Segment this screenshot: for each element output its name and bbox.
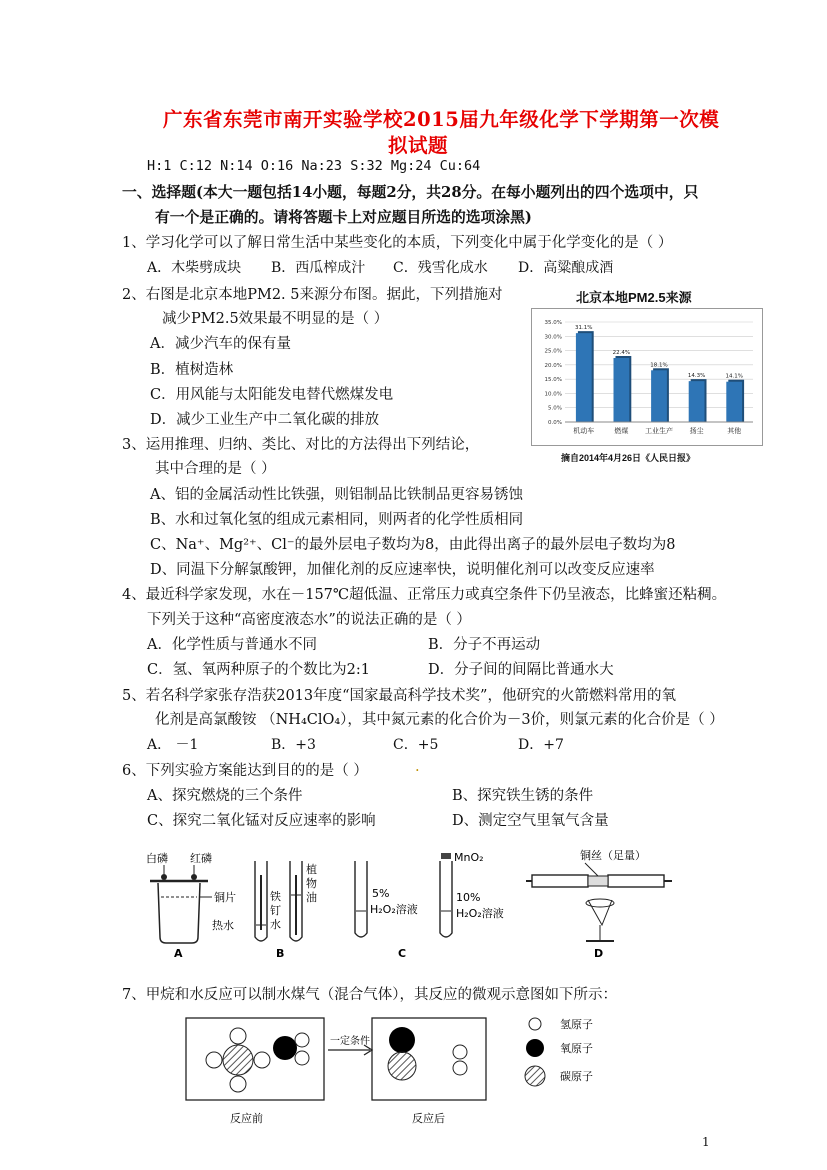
section-heading-line2: 有一个是正确的。请将答题卡上对应题目所选的选项涂黑): [155, 209, 532, 226]
y-tick-label: 30.0%: [544, 334, 562, 341]
label-red-phosphorus: 红磷: [190, 852, 212, 865]
y-tick-label: 20.0%: [544, 362, 562, 369]
q4-option-c: C．氢、氧两种原子的个数比为2:1: [147, 662, 370, 678]
pm-chart-title: 北京本地PM2.5来源: [576, 290, 692, 305]
label-hot-water: 热水: [212, 919, 234, 932]
q7-reaction-diagram: [180, 1010, 640, 1125]
q7-stem: 7、甲烷和水反应可以制水煤气（混合气体），其反应的微观示意图如下所示：: [122, 987, 617, 1003]
bar-value-label: 22.4%: [612, 350, 631, 356]
q5-stem-line2: 化剂是高氯酸铵 （NH₄ClO₄），其中氮元素的化合价为－3价，则氯元素的化合价是（ ）: [155, 712, 724, 728]
arrow-label: 一定条件: [330, 1036, 370, 1047]
q2-option-b: B．植树造林: [150, 362, 234, 378]
q6-option-b: B、探究铁生锈的条件: [452, 788, 594, 804]
x-tick-label: 机动车: [573, 427, 595, 435]
bar-value-label: 31.1%: [575, 325, 593, 332]
caption-a: A: [174, 947, 183, 960]
q3-option-b: B、水和过氧化氢的组成元素相同，则两者的化学性质相同: [150, 512, 524, 528]
label-10pct: 10%: [456, 891, 481, 904]
label-mno2: MnO₂: [454, 851, 484, 864]
legend-carbon: 碳原子: [560, 1070, 593, 1083]
apparatus-b: [255, 861, 317, 960]
label-copper-sheet: 铜片: [214, 891, 236, 904]
x-tick-label: 燃煤: [614, 427, 629, 435]
q2-stem-line1: 2、右图是北京本地PM2. 5来源分布图。据此，下列措施对: [122, 287, 503, 303]
y-tick-label: 25.0%: [544, 348, 562, 355]
legend-oxygen: 氧原子: [560, 1042, 593, 1055]
q4-stem-line2: 下列关于这种“高密度液态水”的说法正确的是（ ）: [147, 612, 471, 628]
q4-option-b: B．分子不再运动: [428, 637, 541, 653]
q4-stem-line1: 4、最近科学家发现，水在－157℃超低温、正常压力或真空条件下仍呈液态，比蜂蜜还粘稠。: [122, 587, 727, 603]
pm25-bar-chart: [531, 308, 763, 446]
q4-option-a: A．化学性质与普通水不同: [147, 637, 317, 653]
q1-option-c: C．残雪化成水: [393, 260, 488, 276]
q3-stem-line2: 其中合理的是（ ）: [155, 461, 276, 477]
q3-option-a: A、铝的金属活动性比铁强，则铝制品比铁制品更容易锈蚀: [150, 487, 523, 503]
label-water: 水: [270, 918, 281, 931]
bar: [614, 358, 630, 422]
apparatus-c: [355, 851, 504, 960]
bar: [689, 381, 705, 422]
before-label: 反应前: [230, 1112, 263, 1125]
bar-value-label: 14.1%: [725, 373, 743, 380]
apparatus-a: [146, 851, 236, 960]
label-copper-wire: 铜丝（足量）: [580, 849, 646, 862]
pm-chart-source: 摘自2014年4月26日《人民日报》: [561, 453, 696, 463]
page-number: 1: [702, 1135, 710, 1149]
q2-stem-line2: 减少PM2.5效果最不明显的是（ ）: [162, 311, 389, 327]
q5-option-c: C．+5: [393, 737, 439, 753]
bar: [726, 382, 742, 422]
label-h2o2-b: H₂O₂溶液: [456, 907, 504, 920]
q3-stem-line1: 3、运用推理、归纳、类比、对比的方法得出下列结论，: [122, 437, 480, 453]
y-tick-label: 0.0%: [548, 420, 562, 426]
q1-stem: 1、学习化学可以了解日常生活中某些变化的本质，下列变化中属于化学变化的是（ ）: [122, 235, 673, 251]
after-box: [372, 1018, 486, 1100]
x-tick-label: 工业生产: [645, 427, 673, 435]
bar: [576, 333, 592, 422]
label-wu: 物: [306, 877, 317, 890]
q1-option-d: D．高粱酿成酒: [518, 260, 614, 276]
q6-apparatus-figure: [140, 845, 680, 960]
page-title-line2: 拟试题: [388, 134, 449, 157]
q2-option-a: A．减少汽车的保有量: [150, 336, 291, 352]
q1-option-b: B．西瓜榨成汁: [271, 260, 366, 276]
section-heading-line1: 一、选择题(本大一题包括14小题，每题2分，共28分。在每小题列出的四个选项中，只: [122, 184, 699, 201]
label-tie: 铁: [270, 890, 281, 903]
q4-option-d: D．分子间的间隔比普通水大: [428, 662, 614, 678]
q5-option-a: A． －1: [147, 737, 199, 753]
bar-value-label: 18.1%: [650, 362, 668, 369]
label-zhi: 植: [306, 863, 317, 876]
label-5pct: 5%: [372, 887, 390, 900]
page-title-line1: 广东省东莞市南开实验学校2015届九年级化学下学期第一次模: [163, 108, 720, 131]
label-you: 油: [306, 891, 317, 904]
q6-option-a: A、探究燃烧的三个条件: [147, 788, 303, 804]
q2-option-c: C．用风能与太阳能发电替代燃煤发电: [150, 387, 394, 403]
caption-b: B: [276, 947, 285, 960]
bar: [651, 370, 667, 422]
x-tick-label: 扬尘: [689, 427, 704, 435]
label-ding: 钉: [270, 904, 281, 917]
q5-option-d: D．+7: [518, 737, 564, 753]
x-tick-label: 其他: [727, 427, 742, 435]
q2-option-d: D．减少工业生产中二氧化碳的排放: [150, 412, 380, 428]
caption-c: C: [398, 947, 407, 960]
atomic-masses: H:1 C:12 N:14 O:16 Na:23 S:32 Mg:24 Cu:64: [147, 158, 481, 174]
apparatus-d: [526, 848, 672, 960]
q1-option-a: A．木柴劈成块: [147, 260, 242, 276]
y-tick-label: 15.0%: [544, 377, 562, 384]
caption-d: D: [594, 947, 604, 960]
q6-option-c: C、探究二氧化锰对反应速率的影响: [147, 813, 376, 829]
label-white-phosphorus: 白磷: [146, 852, 168, 865]
after-label: 反应后: [412, 1112, 445, 1125]
q6-option-d: D、测定空气里氧气含量: [452, 813, 609, 829]
bar-value-label: 14.3%: [687, 373, 706, 380]
q5-option-b: B．+3: [271, 737, 316, 753]
q5-stem-line1: 5、若名科学家张存浩获2013年度“国家最高科学技术奖”，他研究的火箭燃料常用的氧: [122, 688, 676, 704]
y-tick-label: 5.0%: [548, 405, 562, 412]
y-tick-label: 10.0%: [544, 391, 562, 398]
legend-hydrogen: 氢原子: [560, 1018, 593, 1031]
q6-stem: 6、下列实验方案能达到目的的是（ ）: [122, 763, 368, 779]
q6-dot: .: [415, 759, 420, 775]
y-tick-label: 35.0%: [544, 320, 562, 326]
label-h2o2-a: H₂O₂溶液: [370, 903, 418, 916]
q3-option-d: D、同温下分解氯酸钾，加催化剂的反应速率快，说明催化剂可以改变反应速率: [150, 562, 655, 578]
q3-option-c: C、Na⁺、Mg²⁺、Cl⁻的最外层电子数均为8，由此得出离子的最外层电子数均为8: [150, 537, 676, 553]
